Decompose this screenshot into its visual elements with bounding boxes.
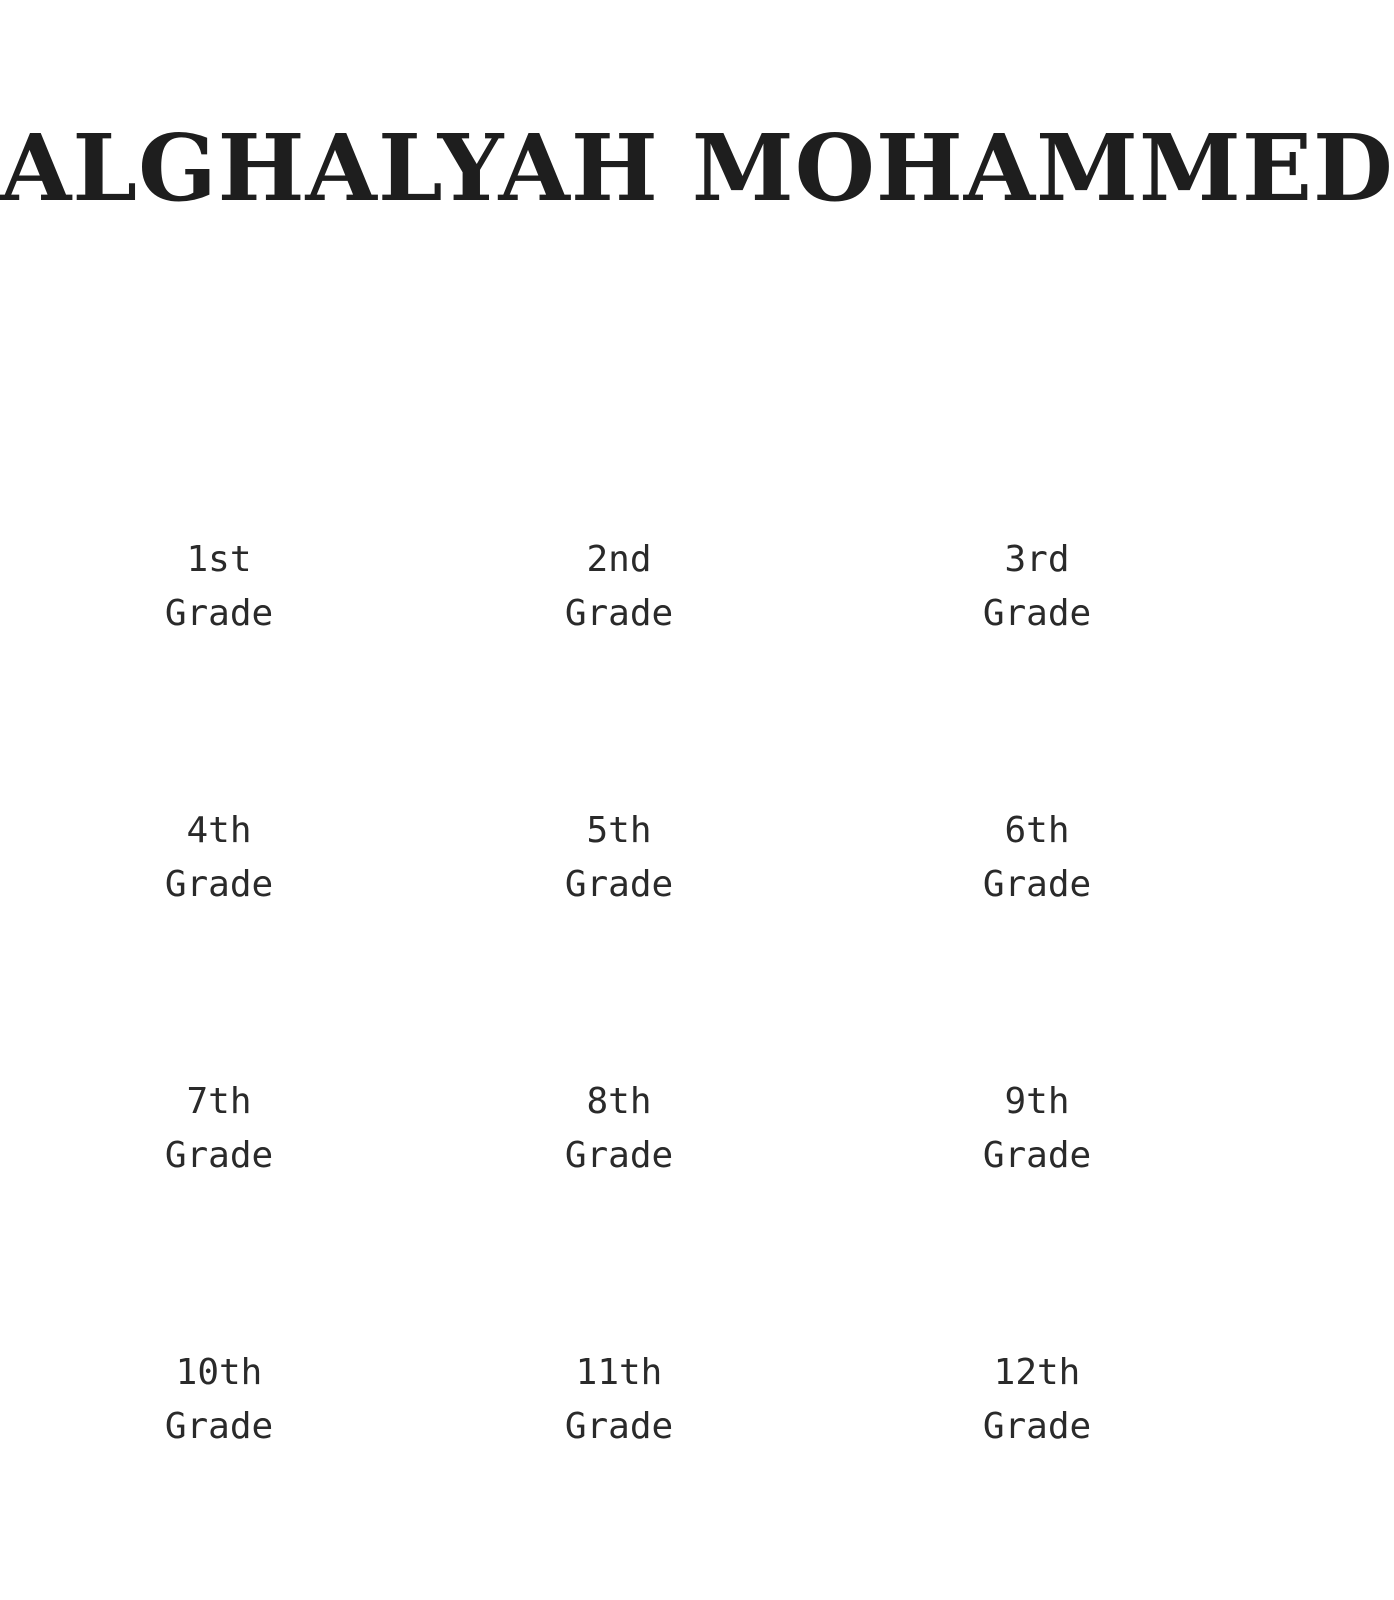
grade-ordinal: 11th [575, 1352, 663, 1393]
grade-label: Grade [982, 1135, 1092, 1176]
grade-ordinal: 4th [186, 810, 252, 851]
grade-label: Grade [164, 1406, 274, 1447]
grade-label: Grade [982, 864, 1092, 905]
grade-ordinal: 1st [186, 539, 252, 580]
grade-cell-5 [489, 804, 749, 912]
grade-cell-6 [907, 804, 1167, 912]
grade-label: Grade [564, 1406, 674, 1447]
grade-cell-10 [89, 1346, 349, 1454]
grade-ordinal: 12th [993, 1352, 1081, 1393]
grade-label: Grade [982, 593, 1092, 634]
grade-ordinal: 2nd [586, 539, 652, 580]
page-title: ALGHALYAH MOHAMMED [0, 114, 1394, 222]
grade-ordinal: 5th [586, 810, 652, 851]
grade-ordinal: 8th [586, 1081, 652, 1122]
grade-cell-8 [489, 1075, 749, 1183]
grade-label: Grade [164, 1135, 274, 1176]
grade-label: Grade [564, 1135, 674, 1176]
grade-cell-9 [907, 1075, 1167, 1183]
grade-label: Grade [564, 864, 674, 905]
grade-cell-11 [489, 1346, 749, 1454]
grade-ordinal: 7th [186, 1081, 252, 1122]
grade-ordinal: 3rd [1004, 539, 1070, 580]
grade-cell-12 [907, 1346, 1167, 1454]
grade-label: Grade [164, 593, 274, 634]
grade-label: Grade [164, 864, 274, 905]
grade-label: Grade [982, 1406, 1092, 1447]
grade-cell-1 [89, 533, 349, 641]
grade-ordinal: 9th [1004, 1081, 1070, 1122]
grade-cell-4 [89, 804, 349, 912]
grade-ordinal: 6th [1004, 810, 1070, 851]
grade-cell-7 [89, 1075, 349, 1183]
grade-cell-2 [489, 533, 749, 641]
grade-cell-3 [907, 533, 1167, 641]
grade-ordinal: 10th [175, 1352, 263, 1393]
grade-label: Grade [564, 593, 674, 634]
